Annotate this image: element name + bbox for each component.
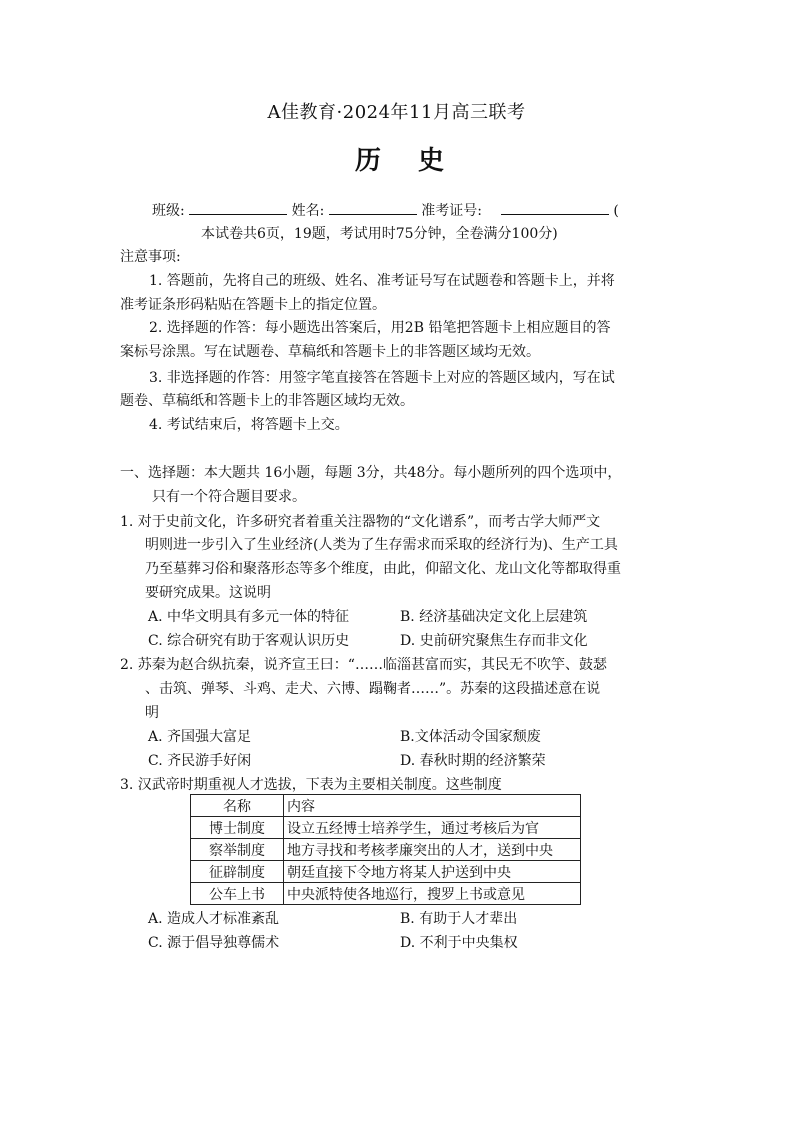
table-row <box>191 861 581 883</box>
table-cell-content: 朝廷直接下令地方将某人护送到中央 <box>284 861 581 883</box>
q1-option-d: D. 史前研究聚焦生存而非文化 <box>400 633 588 649</box>
notice-item-1: 1. 答题前，先将自己的班级、姓名、准考证号写在试题卷和答题卡上，并将 <box>149 273 615 289</box>
q3-stem: 3. 汉武帝时期重视人才选拔，下表为主要相关制度。这些制度 <box>120 777 502 793</box>
notice-item-3-cont: 题卷、草稿纸和答题卡上的非答题区域均无效。 <box>120 393 414 409</box>
name-blank <box>329 200 417 215</box>
q2-option-c: C. 齐民游手好闲 <box>148 753 252 769</box>
info-line <box>152 199 619 223</box>
section-heading-cont: 只有一个符合题目要求。 <box>152 489 306 505</box>
notice-item-1-cont: 准考证条形码粘贴在答题卡上的指定位置。 <box>120 297 386 313</box>
table-row <box>191 839 581 861</box>
q3-option-d: D. 不利于中央集权 <box>400 935 518 951</box>
q3-option-a: A. 造成人才标准紊乱 <box>148 911 280 927</box>
q1-stem-line-3: 乃至墓葬习俗和聚落形态等多个维度，由此，仰韶文化、龙山文化等都取得重 <box>145 561 621 577</box>
q2-stem-line-2: 、击筑、弹琴、斗鸡、走犬、六博、蹋鞠者……”。苏秦的这段描述意在说 <box>145 681 601 697</box>
table-cell-name: 博士制度 <box>191 817 284 839</box>
table-header-content: 内容 <box>284 795 581 817</box>
class-label: 班级: <box>152 203 185 219</box>
exam-header-title: A佳教育·2024年11月高三联考 <box>267 102 526 123</box>
table-header-row <box>191 795 581 817</box>
q1-stem-line-2: 明则进一步引入了生业经济(人类为了生存需求而采取的经济行为)、生产工具 <box>145 537 618 553</box>
table-cell-name: 察举制度 <box>191 839 284 861</box>
q1-stem-line-1: 1. 对于史前文化，许多研究者着重关注器物的“文化谱系”，而考古学大师严文 <box>120 514 601 530</box>
table-header-name: 名称 <box>191 795 284 817</box>
notice-item-2: 2. 选择题的作答：每小题选出答案后，用2B 铅笔把答题卡上相应题目的答 <box>149 320 611 336</box>
table-cell-content: 设立五经博士培养学生，通过考核后为官 <box>284 817 581 839</box>
exam-note: 本试卷共6页，19题，考试用时75分钟，全卷满分100分) <box>201 226 558 242</box>
q1-option-a: A. 中华文明具有多元一体的特征 <box>148 609 350 625</box>
name-label: 姓名: <box>291 203 325 219</box>
exam-no-label: 准考证号: <box>421 203 482 219</box>
exam-no-blank <box>501 200 609 215</box>
table-row <box>191 817 581 839</box>
q1-option-b: B. 经济基础决定文化上层建筑 <box>400 609 588 625</box>
table-cell-content: 中央派特使各地巡行，搜罗上书或意见 <box>284 883 581 905</box>
notice-item-4: 4. 考试结束后，将答题卡上交。 <box>149 417 349 433</box>
table-row <box>191 883 581 905</box>
q1-stem-line-4: 要研究成果。这说明 <box>145 585 271 601</box>
q2-option-a: A. 齐国强大富足 <box>148 729 252 745</box>
class-blank <box>189 200 287 215</box>
q3-option-b: B. 有助于人才辈出 <box>400 911 518 927</box>
q2-stem-line-3: 明 <box>145 705 159 721</box>
q2-stem-line-1: 2. 苏秦为赵合纵抗秦，说齐宣王曰：“……临淄甚富而实，其民无不吹竽、鼓瑟 <box>120 657 607 673</box>
q2-option-d: D. 春秋时期的经济繁荣 <box>400 753 546 769</box>
notice-title: 注意事项: <box>120 249 181 265</box>
table-cell-name: 征辟制度 <box>191 861 284 883</box>
table-cell-name: 公车上书 <box>191 883 284 905</box>
subject-title: 历 史 <box>354 146 459 176</box>
section-heading: 一、选择题：本大题共 16小题，每题 3分，共48分。每小题所列的四个选项中， <box>120 465 622 481</box>
q2-option-b: B.文体活动令国家颓废 <box>400 729 541 745</box>
info-trailing: ( <box>613 203 619 219</box>
q1-option-c: C. 综合研究有助于客观认识历史 <box>148 633 350 649</box>
q3-system-table <box>190 794 581 905</box>
notice-item-3: 3. 非选择题的作答：用签字笔直接答在答题卡上对应的答题区域内，写在试 <box>149 370 615 386</box>
table-cell-content: 地方寻找和考核孝廉突出的人才，送到中央 <box>284 839 581 861</box>
notice-item-2-cont: 案标号涂黑。写在试题卷、草稿纸和答题卡上的非答题区域均无效。 <box>120 344 540 360</box>
q3-option-c: C. 源于倡导独尊儒术 <box>148 935 280 951</box>
